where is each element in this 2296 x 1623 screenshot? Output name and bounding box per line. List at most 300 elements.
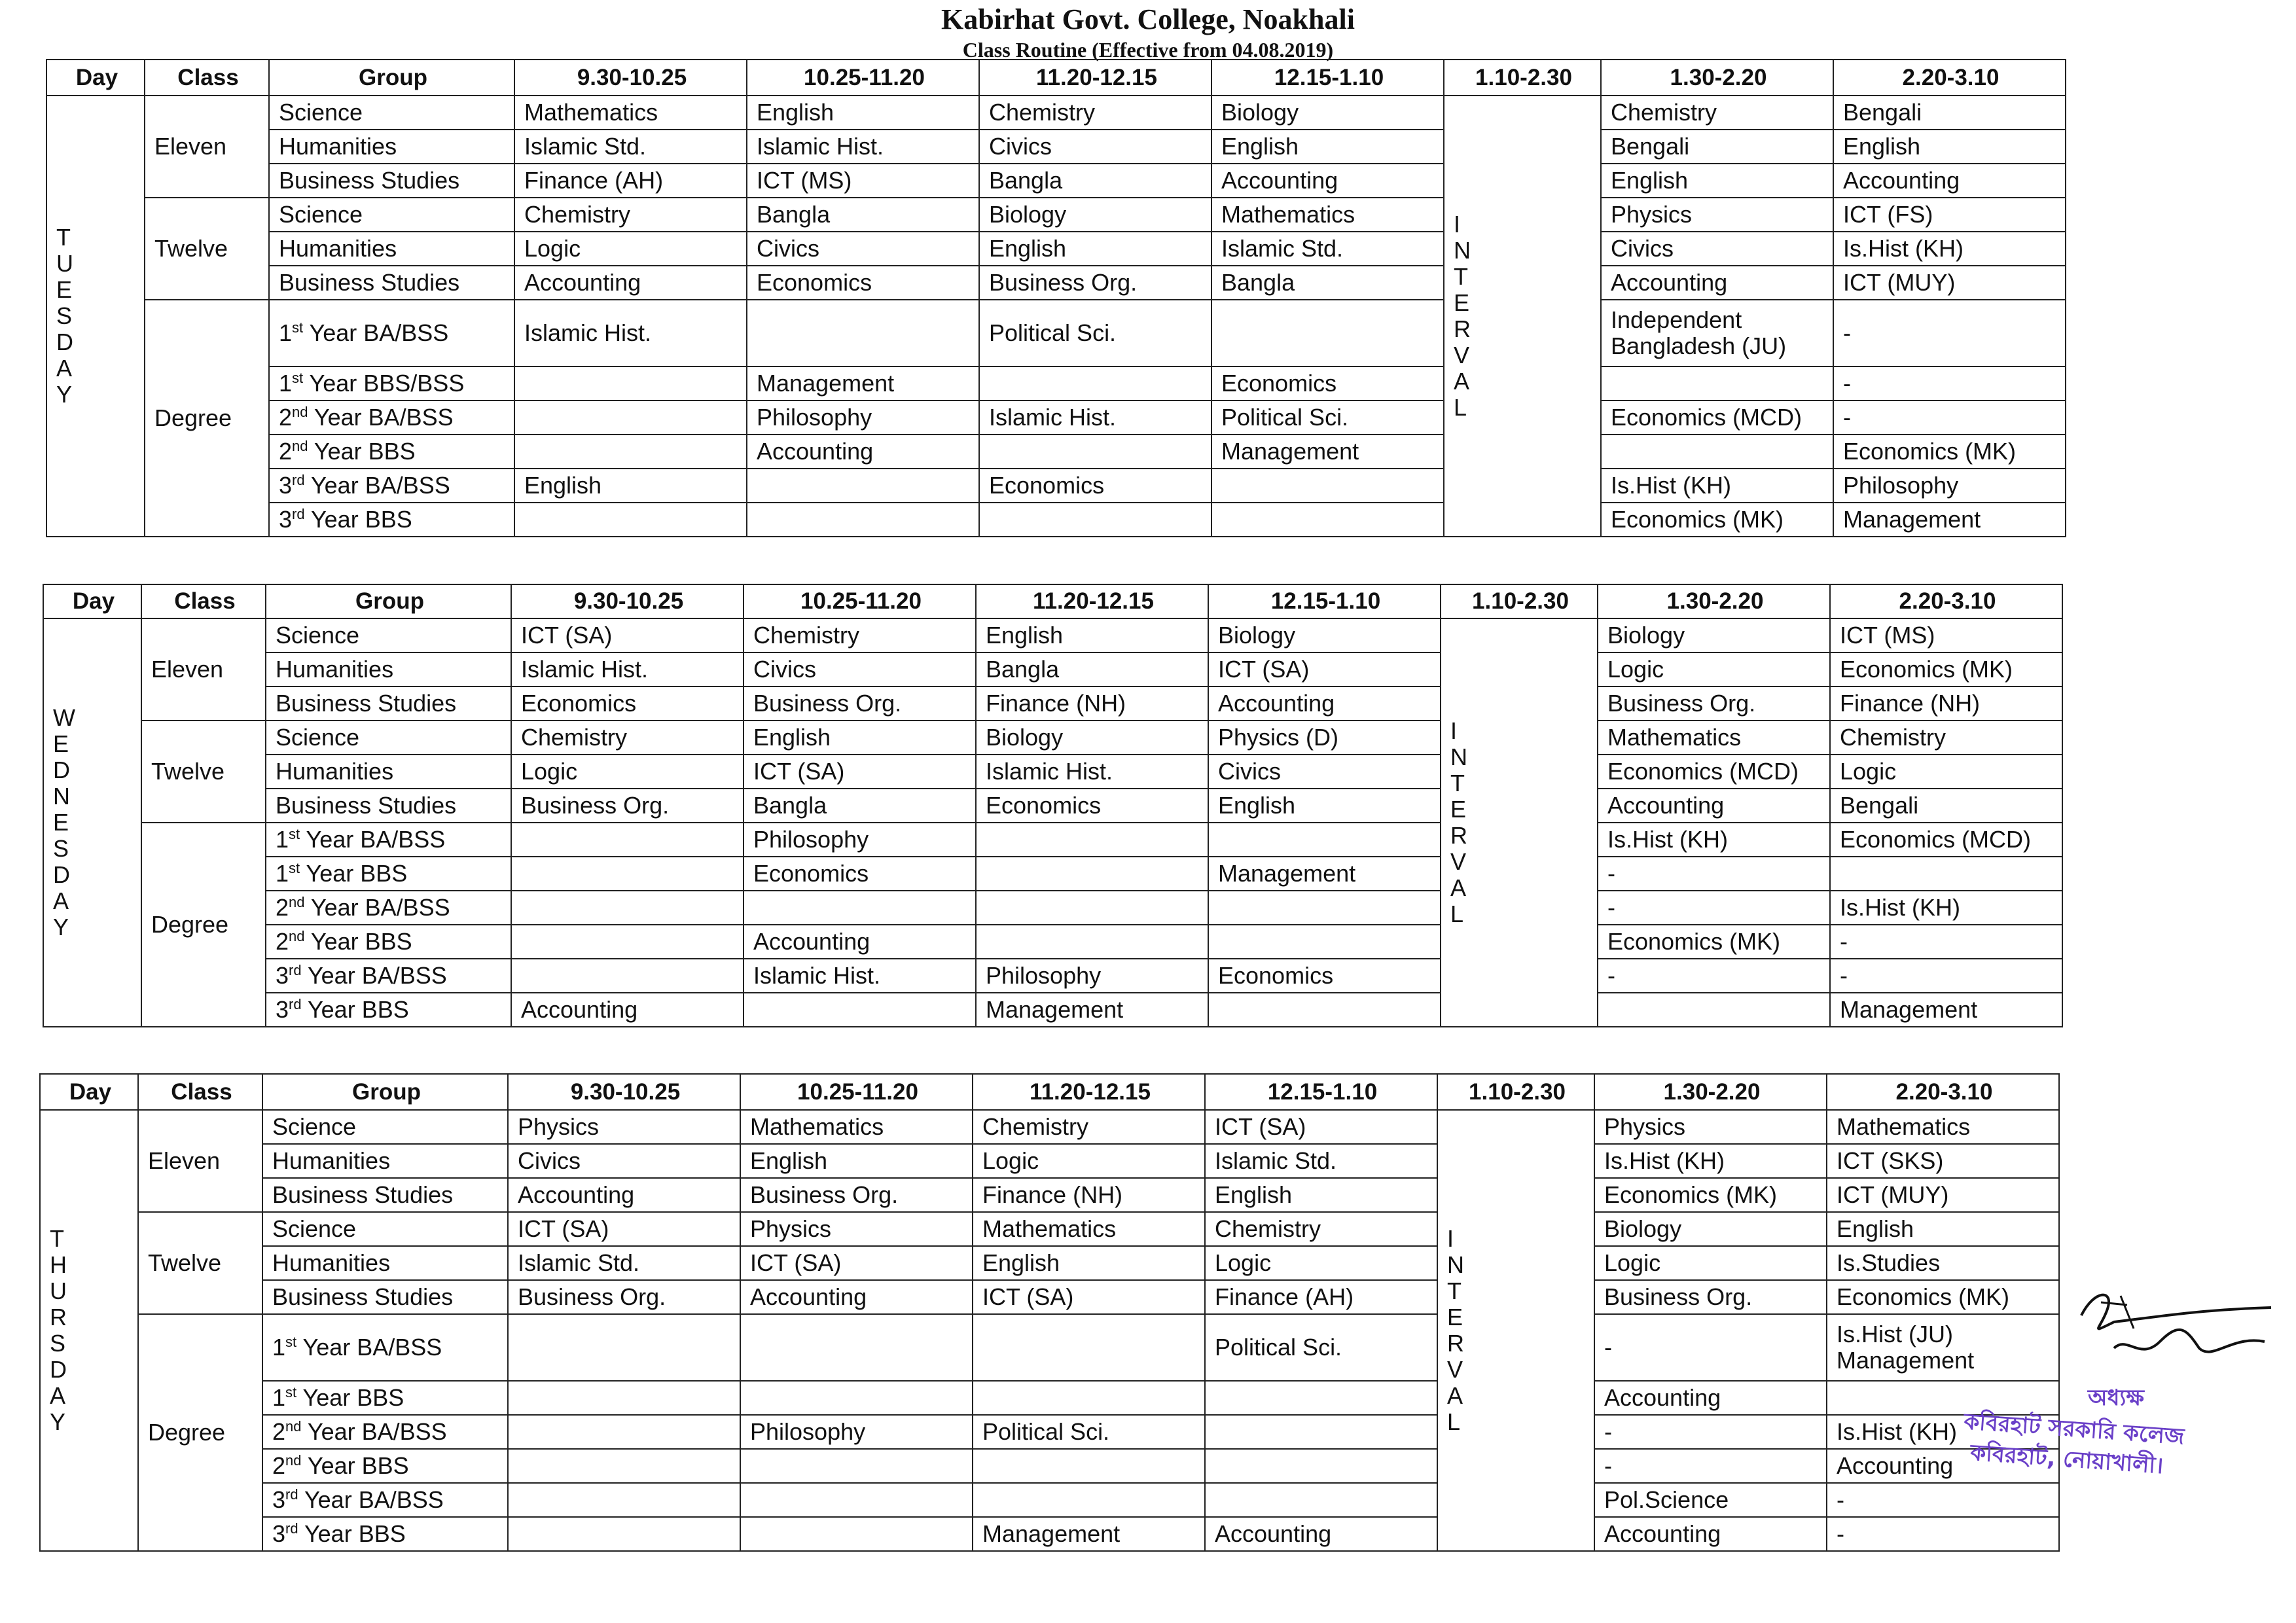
period-cell [1205, 1483, 1437, 1517]
period-cell: - [1598, 857, 1830, 891]
group-cell: Humanities [269, 130, 514, 164]
group-cell: Business Studies [262, 1178, 508, 1212]
period-cell: Biology [1208, 618, 1441, 652]
period-cell: - [1598, 891, 1830, 925]
table-row [46, 130, 2066, 164]
year-group: Year BBS [302, 1384, 404, 1411]
period-cell: Accounting [1208, 687, 1441, 721]
period-cell [1598, 993, 1830, 1027]
column-header: 2.20-3.10 [1830, 584, 2062, 618]
period-cell: Islamic Hist. [747, 130, 979, 164]
period-cell [973, 1449, 1205, 1483]
year-ordinal: nd [292, 404, 308, 420]
year-number: 1 [272, 1384, 286, 1411]
period-cell: Business Org. [740, 1178, 973, 1212]
period-cell: Business Org. [744, 687, 976, 721]
period-cell: Civics [979, 130, 1211, 164]
period-cell [747, 300, 979, 366]
period-cell [1211, 300, 1444, 366]
period-cell [508, 1314, 740, 1381]
group-cell [266, 925, 511, 959]
period-cell: ICT (FS) [1833, 198, 2066, 232]
group-cell [269, 300, 514, 366]
table-row [43, 993, 2062, 1027]
period-cell: Economics (MK) [1830, 652, 2062, 687]
year-ordinal: rd [289, 996, 302, 1012]
group-cell [269, 503, 514, 537]
period-cell: English [976, 618, 1208, 652]
period-cell: - [1830, 925, 2062, 959]
table-row [40, 1483, 2059, 1517]
year-ordinal: st [285, 1384, 297, 1400]
table-row [46, 232, 2066, 266]
period-cell: Economics (MK) [1594, 1178, 1827, 1212]
period-cell: Islamic Hist. [514, 300, 747, 366]
year-number: 1 [272, 1334, 286, 1361]
column-header: Day [46, 60, 145, 96]
period-cell: ICT (SA) [740, 1246, 973, 1280]
routine-table-wednesday [43, 584, 2063, 1027]
column-header: 1.10-2.30 [1444, 60, 1601, 96]
period-cell: ICT (SA) [744, 755, 976, 789]
period-cell [744, 891, 976, 925]
period-cell [511, 823, 744, 857]
period-cell: ICT (SA) [508, 1212, 740, 1246]
period-cell: Bangla [744, 789, 976, 823]
period-cell: Chemistry [1830, 721, 2062, 755]
year-ordinal: rd [289, 962, 302, 978]
period-cell [508, 1517, 740, 1551]
period-cell [973, 1483, 1205, 1517]
period-cell: Biology [976, 721, 1208, 755]
period-cell: Bangla [976, 652, 1208, 687]
interval-label: I N T E R V A L [1450, 717, 1467, 927]
period-cell [511, 891, 744, 925]
period-cell: Chemistry [973, 1110, 1205, 1144]
year-number: 3 [272, 1520, 286, 1547]
period-cell: Economics (MK) [1601, 503, 1833, 537]
year-number: 2 [272, 1452, 286, 1479]
day-label [40, 1110, 138, 1551]
period-cell: Biology [1211, 96, 1444, 130]
period-cell: Management [747, 366, 979, 401]
year-number: 2 [276, 928, 289, 955]
period-cell: English [740, 1144, 973, 1178]
routine-subtitle: Class Routine (Effective from 04.08.2019) [962, 38, 1334, 62]
period-cell: Philosophy [747, 401, 979, 435]
period-cell: Finance (NH) [976, 687, 1208, 721]
group-cell [262, 1381, 508, 1415]
period-cell: Physics [1594, 1110, 1827, 1144]
period-cell: Political Sci. [1205, 1314, 1437, 1381]
year-group: Year BA/BSS [310, 894, 450, 921]
period-cell: Is.Hist (KH) [1601, 469, 1833, 503]
period-cell: Bengali [1830, 789, 2062, 823]
table-row [46, 164, 2066, 198]
period-cell: Economics [744, 857, 976, 891]
period-cell: Is.Hist (KH) [1830, 891, 2062, 925]
period-cell [979, 435, 1211, 469]
period-cell: Accounting [1211, 164, 1444, 198]
period-cell: Accounting [1601, 266, 1833, 300]
group-cell: Humanities [266, 755, 511, 789]
period-cell: English [1211, 130, 1444, 164]
column-header: 1.30-2.20 [1601, 60, 1833, 96]
group-cell: Business Studies [269, 266, 514, 300]
table-row [46, 366, 2066, 401]
year-ordinal: rd [285, 1520, 298, 1537]
period-cell [976, 925, 1208, 959]
period-cell: Business Org. [508, 1280, 740, 1314]
class-eleven: Eleven [138, 1110, 262, 1212]
period-cell: Chemistry [979, 96, 1211, 130]
period-cell: Mathematics [973, 1212, 1205, 1246]
period-cell: Islamic Hist. [744, 959, 976, 993]
year-number: 2 [279, 438, 293, 465]
period-cell: Chemistry [514, 198, 747, 232]
period-cell [1208, 993, 1441, 1027]
group-cell [262, 1483, 508, 1517]
period-cell: English [1601, 164, 1833, 198]
year-number: 1 [276, 826, 289, 853]
group-cell: Science [266, 618, 511, 652]
routine-table-tuesday [46, 59, 2066, 537]
year-group: Year BBS [307, 996, 409, 1023]
interval-label: I N T E R V A L [1447, 1225, 1464, 1435]
period-cell [976, 891, 1208, 925]
table-row [40, 1212, 2059, 1246]
column-header: 10.25-11.20 [740, 1074, 973, 1110]
period-cell: Physics (D) [1208, 721, 1441, 755]
period-cell: Logic [514, 232, 747, 266]
table-row [40, 1381, 2059, 1415]
period-cell: Finance (AH) [1205, 1280, 1437, 1314]
year-number: 3 [279, 472, 293, 499]
period-cell: Chemistry [1601, 96, 1833, 130]
class-twelve: Twelve [141, 721, 266, 823]
group-cell: Business Studies [266, 789, 511, 823]
period-cell [747, 503, 979, 537]
period-cell: - [1594, 1449, 1827, 1483]
period-cell: Management [1208, 857, 1441, 891]
period-cell: Bengali [1833, 96, 2066, 130]
column-header: 11.20-12.15 [976, 584, 1208, 618]
stamp-location: কবিরহাট, নোয়াখালী। [1969, 1439, 2164, 1480]
year-group: Year BBS [310, 928, 412, 955]
column-header: 11.20-12.15 [973, 1074, 1205, 1110]
table-row [43, 959, 2062, 993]
period-cell: - [1598, 959, 1830, 993]
column-header: 2.20-3.10 [1833, 60, 2066, 96]
period-cell: Is.Hist (JU) Management [1827, 1314, 2059, 1381]
year-group: Year BBS [307, 1452, 409, 1479]
column-header: 11.20-12.15 [979, 60, 1211, 96]
period-cell: Is.Hist (KH) [1594, 1144, 1827, 1178]
period-cell: Economics [1208, 959, 1441, 993]
period-cell: Physics [740, 1212, 973, 1246]
period-cell: Independent Bangladesh (JU) [1601, 300, 1833, 366]
period-cell: Business Org. [511, 789, 744, 823]
period-cell: Economics (MK) [1833, 435, 2066, 469]
period-cell: ICT (SA) [1205, 1110, 1437, 1144]
class-eleven: Eleven [145, 96, 269, 198]
period-cell: Philosophy [1833, 469, 2066, 503]
class-twelve: Twelve [145, 198, 269, 300]
period-cell: Bangla [747, 198, 979, 232]
period-cell: Logic [973, 1144, 1205, 1178]
table-row [43, 687, 2062, 721]
year-ordinal: rd [292, 506, 305, 522]
year-group: Year BBS [310, 506, 412, 533]
year-number: 1 [279, 370, 293, 397]
period-cell: Islamic Std. [1205, 1144, 1437, 1178]
year-ordinal: st [285, 1334, 297, 1350]
period-cell: Chemistry [1205, 1212, 1437, 1246]
year-number: 1 [279, 319, 293, 346]
period-cell [1601, 366, 1833, 401]
column-header: 1.10-2.30 [1437, 1074, 1594, 1110]
year-ordinal: nd [289, 894, 305, 910]
table-row [43, 755, 2062, 789]
period-cell [1205, 1449, 1437, 1483]
period-cell [744, 993, 976, 1027]
year-group: Year BA/BSS [304, 1486, 444, 1513]
day-name: TUESDAY [56, 224, 73, 408]
period-cell: English [979, 232, 1211, 266]
period-cell [1205, 1415, 1437, 1449]
period-cell [740, 1314, 973, 1381]
table-row [43, 789, 2062, 823]
group-cell: Science [262, 1212, 508, 1246]
table-row [43, 925, 2062, 959]
period-cell: Islamic Std. [508, 1246, 740, 1280]
period-cell [973, 1381, 1205, 1415]
period-cell: Biology [1594, 1212, 1827, 1246]
table-row [46, 300, 2066, 366]
period-cell: Accounting [508, 1178, 740, 1212]
period-cell [1601, 435, 1833, 469]
period-cell: Logic [511, 755, 744, 789]
period-cell: Management [1211, 435, 1444, 469]
year-ordinal: rd [285, 1486, 298, 1503]
period-cell: Civics [1601, 232, 1833, 266]
group-cell [262, 1449, 508, 1483]
period-cell: English [1833, 130, 2066, 164]
group-cell [269, 401, 514, 435]
table-row [40, 1110, 2059, 1144]
column-header: 12.15-1.10 [1211, 60, 1444, 96]
period-cell: Mathematics [514, 96, 747, 130]
table-row [40, 1314, 2059, 1381]
period-cell [514, 401, 747, 435]
year-ordinal: rd [292, 472, 305, 488]
period-cell: Pol.Science [1594, 1483, 1827, 1517]
period-cell: Management [973, 1517, 1205, 1551]
year-number: 1 [276, 860, 289, 887]
period-cell: ICT (MS) [1830, 618, 2062, 652]
period-cell: ICT (SKS) [1827, 1144, 2059, 1178]
stamp-title: অধ্যক্ষ [2088, 1385, 2144, 1411]
period-cell [740, 1517, 973, 1551]
table-row [43, 652, 2062, 687]
period-cell: Business Org. [1598, 687, 1830, 721]
period-cell: Accounting [1594, 1381, 1827, 1415]
year-number: 3 [279, 506, 293, 533]
period-cell: ICT (MUY) [1827, 1178, 2059, 1212]
period-cell: Finance (NH) [973, 1178, 1205, 1212]
period-cell [1208, 891, 1441, 925]
period-cell: English [744, 721, 976, 755]
year-ordinal: st [289, 826, 300, 842]
period-cell: ICT (MUY) [1833, 266, 2066, 300]
period-cell: Islamic Std. [1211, 232, 1444, 266]
table-row [40, 1144, 2059, 1178]
group-cell: Humanities [266, 652, 511, 687]
table-row [46, 435, 2066, 469]
period-cell: Bangla [1211, 266, 1444, 300]
column-header: Day [43, 584, 141, 618]
group-cell [266, 993, 511, 1027]
period-cell: Accounting [1827, 1449, 2059, 1483]
period-cell: - [1827, 1483, 2059, 1517]
period-cell: - [1833, 300, 2066, 366]
year-number: 3 [276, 996, 289, 1023]
table-row [46, 266, 2066, 300]
column-header: 10.25-11.20 [744, 584, 976, 618]
period-cell [508, 1449, 740, 1483]
period-cell [511, 925, 744, 959]
period-cell: Economics (MCD) [1830, 823, 2062, 857]
year-group: Year BBS [304, 1520, 406, 1547]
header-row [40, 1074, 2059, 1110]
table-row [40, 1246, 2059, 1280]
day-name: THURSDAY [50, 1225, 67, 1435]
group-cell [262, 1415, 508, 1449]
table-row [46, 96, 2066, 130]
table-row [43, 891, 2062, 925]
period-cell: English [514, 469, 747, 503]
group-cell: Business Studies [266, 687, 511, 721]
year-number: 3 [272, 1486, 286, 1513]
table-row [40, 1517, 2059, 1551]
period-cell [740, 1483, 973, 1517]
table-row [46, 401, 2066, 435]
group-cell [266, 857, 511, 891]
period-cell: Economics [747, 266, 979, 300]
day-label [43, 618, 141, 1027]
period-cell: Civics [508, 1144, 740, 1178]
year-group: Year BA/BSS [307, 1418, 447, 1445]
period-cell: ICT (SA) [973, 1280, 1205, 1314]
period-cell: Mathematics [1211, 198, 1444, 232]
period-cell [1208, 823, 1441, 857]
year-number: 2 [272, 1418, 286, 1445]
period-cell: Accounting [511, 993, 744, 1027]
period-cell [1211, 503, 1444, 537]
year-number: 3 [276, 962, 289, 989]
period-cell: Chemistry [511, 721, 744, 755]
column-header: Day [40, 1074, 138, 1110]
column-header: Group [269, 60, 514, 96]
period-cell: Philosophy [976, 959, 1208, 993]
year-number: 2 [276, 894, 289, 921]
period-cell: Finance (AH) [514, 164, 747, 198]
period-cell [976, 823, 1208, 857]
period-cell: Accounting [1833, 164, 2066, 198]
period-cell: Civics [747, 232, 979, 266]
period-cell: Bengali [1601, 130, 1833, 164]
group-cell [266, 891, 511, 925]
period-cell: English [1208, 789, 1441, 823]
column-header: Group [266, 584, 511, 618]
table-row [40, 1415, 2059, 1449]
period-cell: Civics [1208, 755, 1441, 789]
stamp-college: কবিরহাট সরকারি কলেজ [1963, 1408, 2185, 1450]
period-cell: - [1594, 1415, 1827, 1449]
routine-table-thursday [39, 1073, 2060, 1552]
column-header: 1.30-2.20 [1594, 1074, 1827, 1110]
period-cell [511, 959, 744, 993]
column-header: 9.30-10.25 [514, 60, 747, 96]
group-cell [269, 366, 514, 401]
period-cell: Is.Hist (KH) [1827, 1415, 2059, 1449]
period-cell: ICT (MS) [747, 164, 979, 198]
table-row [43, 823, 2062, 857]
period-cell: - [1830, 959, 2062, 993]
period-cell: Logic [1598, 652, 1830, 687]
period-cell [1211, 469, 1444, 503]
period-cell: Economics (MCD) [1598, 755, 1830, 789]
period-cell: English [747, 96, 979, 130]
column-header: Class [145, 60, 269, 96]
period-cell [1205, 1381, 1437, 1415]
period-cell [508, 1483, 740, 1517]
period-cell: Economics [511, 687, 744, 721]
period-cell: Economics [976, 789, 1208, 823]
period-cell: Logic [1830, 755, 2062, 789]
period-cell [976, 857, 1208, 891]
period-cell: Islamic Std. [514, 130, 747, 164]
period-cell: Economics (MK) [1598, 925, 1830, 959]
period-cell [514, 503, 747, 537]
column-header: 12.15-1.10 [1208, 584, 1441, 618]
period-cell: Mathematics [1598, 721, 1830, 755]
column-header: 9.30-10.25 [508, 1074, 740, 1110]
period-cell: Management [976, 993, 1208, 1027]
day-label [46, 96, 145, 537]
class-twelve: Twelve [138, 1212, 262, 1314]
period-cell: Philosophy [740, 1415, 973, 1449]
group-cell: Science [269, 96, 514, 130]
period-cell [979, 366, 1211, 401]
period-cell: Political Sci. [979, 300, 1211, 366]
period-cell: Accounting [514, 266, 747, 300]
group-cell: Business Studies [269, 164, 514, 198]
group-cell [266, 959, 511, 993]
year-group: Year BBS/BSS [309, 370, 465, 397]
period-cell [511, 857, 744, 891]
period-cell: Political Sci. [1211, 401, 1444, 435]
table-row [46, 198, 2066, 232]
column-header: 12.15-1.10 [1205, 1074, 1437, 1110]
period-cell: - [1833, 366, 2066, 401]
table-row [40, 1280, 2059, 1314]
year-group: Year BA/BSS [307, 962, 447, 989]
period-cell: English [1827, 1212, 2059, 1246]
period-cell [1830, 857, 2062, 891]
period-cell: Accounting [747, 435, 979, 469]
period-cell: English [1205, 1178, 1437, 1212]
